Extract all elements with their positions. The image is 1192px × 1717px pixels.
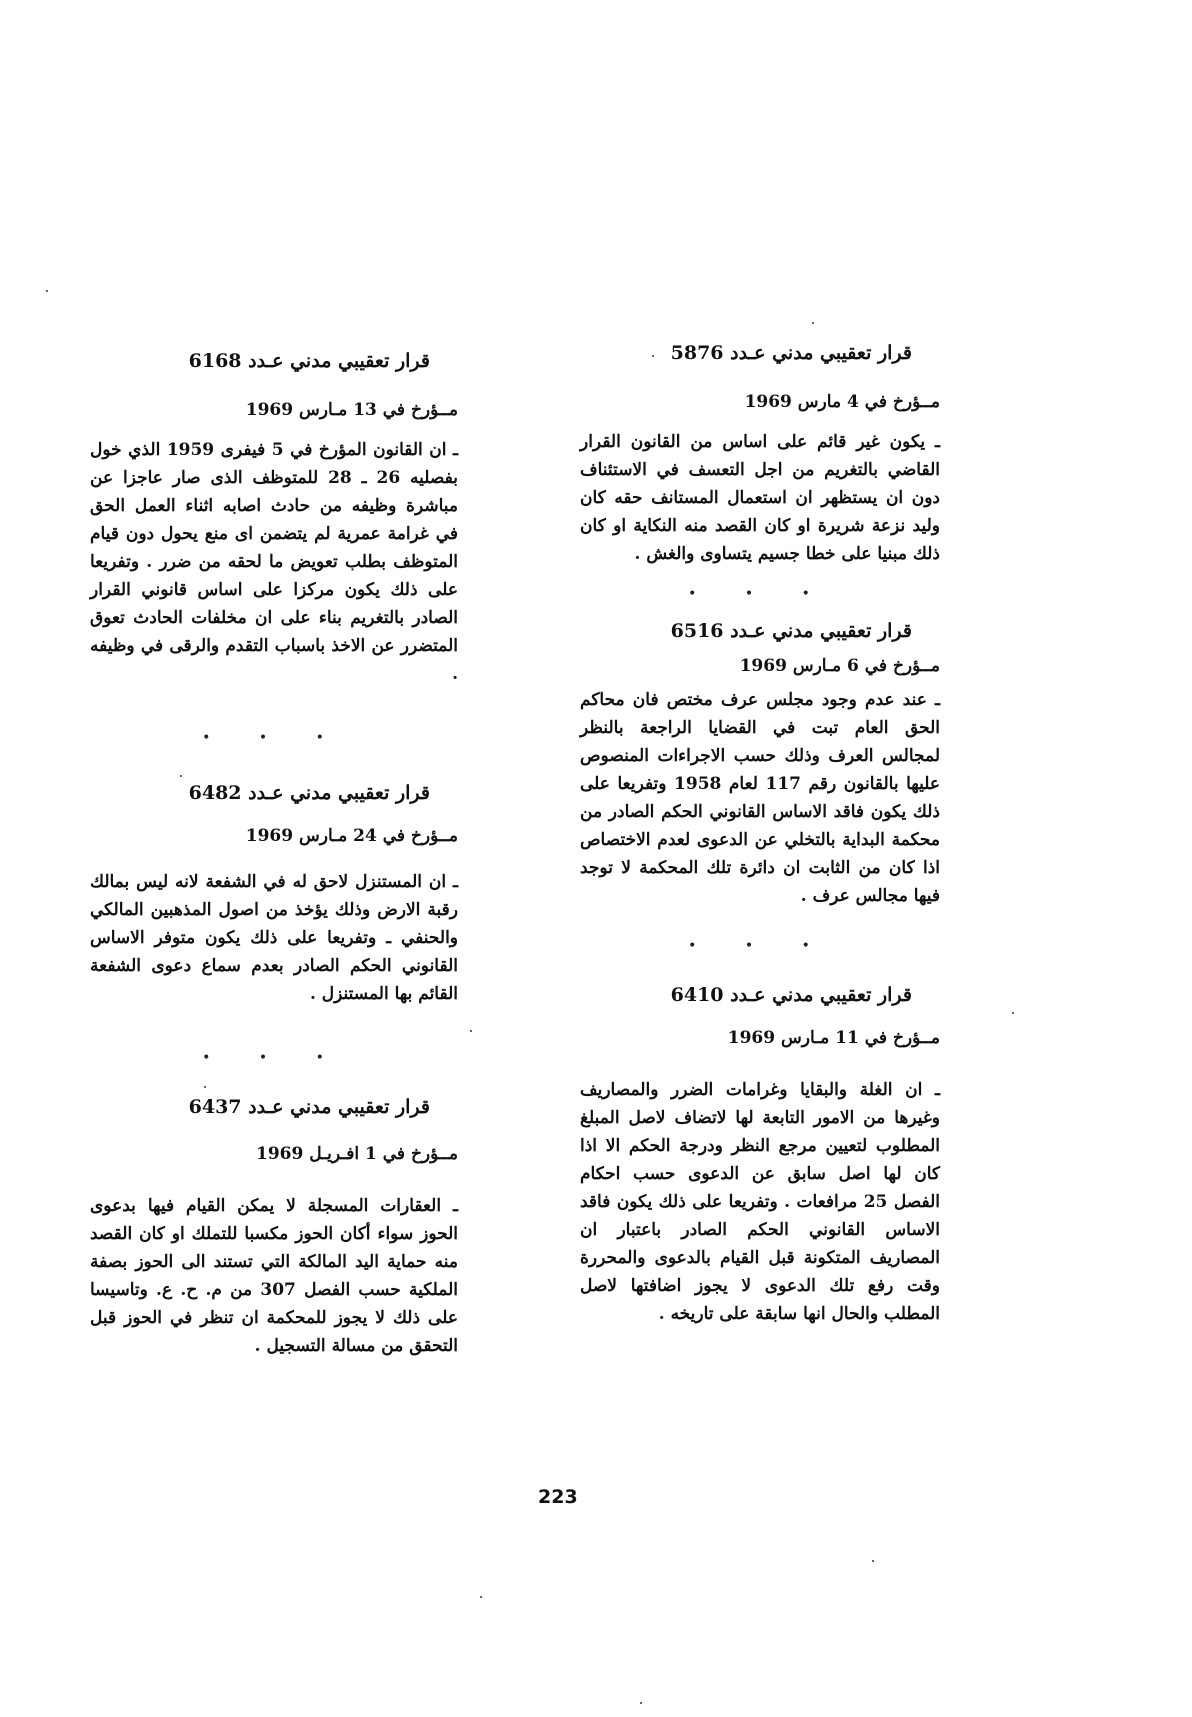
scan-speck: [872, 1560, 874, 1562]
decision-title: قرار تعقيبي مدني عـدد 6410: [670, 984, 912, 1006]
decision-text: ـ ان الغلة والبقايا وغرامات الضرر والمصاريف وغيرها من الامور التابعة لها لاتضاف لاصل المبلغ المطلوب لتعيين مرجع النظر ودرجة الحكم الا اذا كان لها اصل سابق عن الدعوى حسب احكام الفصل 25 مرافعات . وتفريعا على ذلك يكون فاقد الاساس القانوني الحكم الصادر باعتبار ان المصاريف المتكونة قبل القيام بالدعوى والمحررة وقت رفع تلك الدعوى لا يجوز اضافتها لاصل المطلب والحال انها سابقة على تاريخه .: [580, 1080, 940, 1324]
decision-title: قرار تعقيبي مدني عـدد 6168: [188, 350, 430, 372]
decision-entry: [90, 780, 458, 1008]
scan-speck: [470, 1030, 472, 1032]
decision-entry: [90, 348, 458, 688]
decision-title: قرار تعقيبي مدني عـدد 6437: [188, 1096, 430, 1118]
scan-speck: [204, 1086, 206, 1088]
decision-entry: [580, 982, 940, 1328]
decision-title: قرار تعقيبي مدني عـدد 5876: [670, 342, 912, 364]
scan-speck: [1012, 1012, 1014, 1014]
decision-date: مــؤرخ في 1 افـريـل 1969: [256, 1144, 458, 1164]
scan-speck: [480, 1596, 482, 1598]
scan-speck: [180, 775, 182, 777]
decision-date: مــؤرخ في 6 مـارس 1969: [739, 656, 940, 676]
right-column: [580, 340, 940, 1328]
page-number: 223: [538, 1486, 578, 1508]
scan-speck: [812, 322, 814, 324]
decision-text: ـ ان القانون المؤرخ في 5 فيفرى 1959 الذي خول بفصليه 26 ـ 28 للمتوظف الذى صار عاجزا عن مباشرة وظيفه من حادث اصابه اثناء العمل الحق في غرامة عمرية لم يتضمن اى منع يحول دون قيام المتوظف بطلب تعويض ما لحقه من ضرر . وتفريعا على ذلك يكون مركزا على اساس قانوني القرار الصادر بالتغريم بناء على ان مخلفات الحادث تعوق المتضرر عن الاخذ باسباب التقدم والرقى في وظيفه .: [90, 440, 458, 684]
decision-date: مــؤرخ في 11 مـارس 1969: [727, 1028, 940, 1048]
decision-date: مــؤرخ في 13 مـارس 1969: [245, 400, 458, 420]
decision-text: ـ ان المستنزل لاحق له في الشفعة لانه ليس بمالك رقبة الارض وذلك يؤخذ من اصول المذهبين المالكي والحنفي ـ وتفريعا على ذلك يكون متوفر الاساس القانوني الحكم الصادر بعدم سماع دعوى الشفعة القائم بها المستنزل .: [90, 872, 458, 1004]
section-separator: • • •: [202, 730, 346, 746]
section-separator: • • •: [202, 1050, 346, 1066]
section-separator: • • •: [688, 938, 832, 954]
decision-entry: [580, 340, 940, 568]
section-separator: • • •: [688, 586, 832, 602]
scan-speck: [652, 355, 654, 357]
decision-text: ـ يكون غير قائم على اساس من القانون القرار القاضي بالتغريم من اجل التعسف في الاستئناف دون ان يستظهر ان استعمال المستانف حقه كان وليد نزعة شريرة او كان القصد منه النكاية او كان ذلك مبنيا على خطا جسيم يتساوى والغش .: [580, 432, 940, 564]
decision-title: قرار تعقيبي مدني عـدد 6482: [188, 782, 430, 804]
decision-text: ـ العقارات المسجلة لا يمكن القيام فيها بدعوى الحوز سواء أكان الحوز مكسبا للتملك او كان القصد منه حماية اليد المالكة التي تستند الى الحوز بصفة الملكية حسب الفصل 307 من م. ح. ع. وتاسيسا على ذلك لا يجوز للمحكمة ان تنظر في الحوز قبل التحقق من مسالة التسجيل .: [90, 1196, 459, 1356]
decision-date: مــؤرخ في 4 مارس 1969: [744, 392, 940, 412]
left-column: [90, 348, 458, 1360]
decision-title: قرار تعقيبي مدني عـدد 6516: [670, 620, 912, 642]
scan-speck: [46, 290, 48, 292]
decision-date: مــؤرخ في 24 مـارس 1969: [245, 826, 458, 846]
decision-entry: [90, 1094, 458, 1360]
decision-entry: [580, 618, 940, 910]
decision-text: ـ عند عدم وجود مجلس عرف مختص فان محاكم الحق العام تبت في القضايا الراجعة بالنظر لمجالس العرف وذلك حسب الاجراءات المنصوص عليها بالقانون رقم 117 لعام 1958 وتفريعا على ذلك يكون فاقد الاساس القانوني الحكم الصادر من محكمة البداية بالتخلي عن الدعوى لعدم الاختصاص اذا كان من الثابت ان دائرة تلك المحكمة لا توجد فيها مجالس عرف .: [580, 690, 940, 906]
scan-speck: [640, 1702, 642, 1704]
